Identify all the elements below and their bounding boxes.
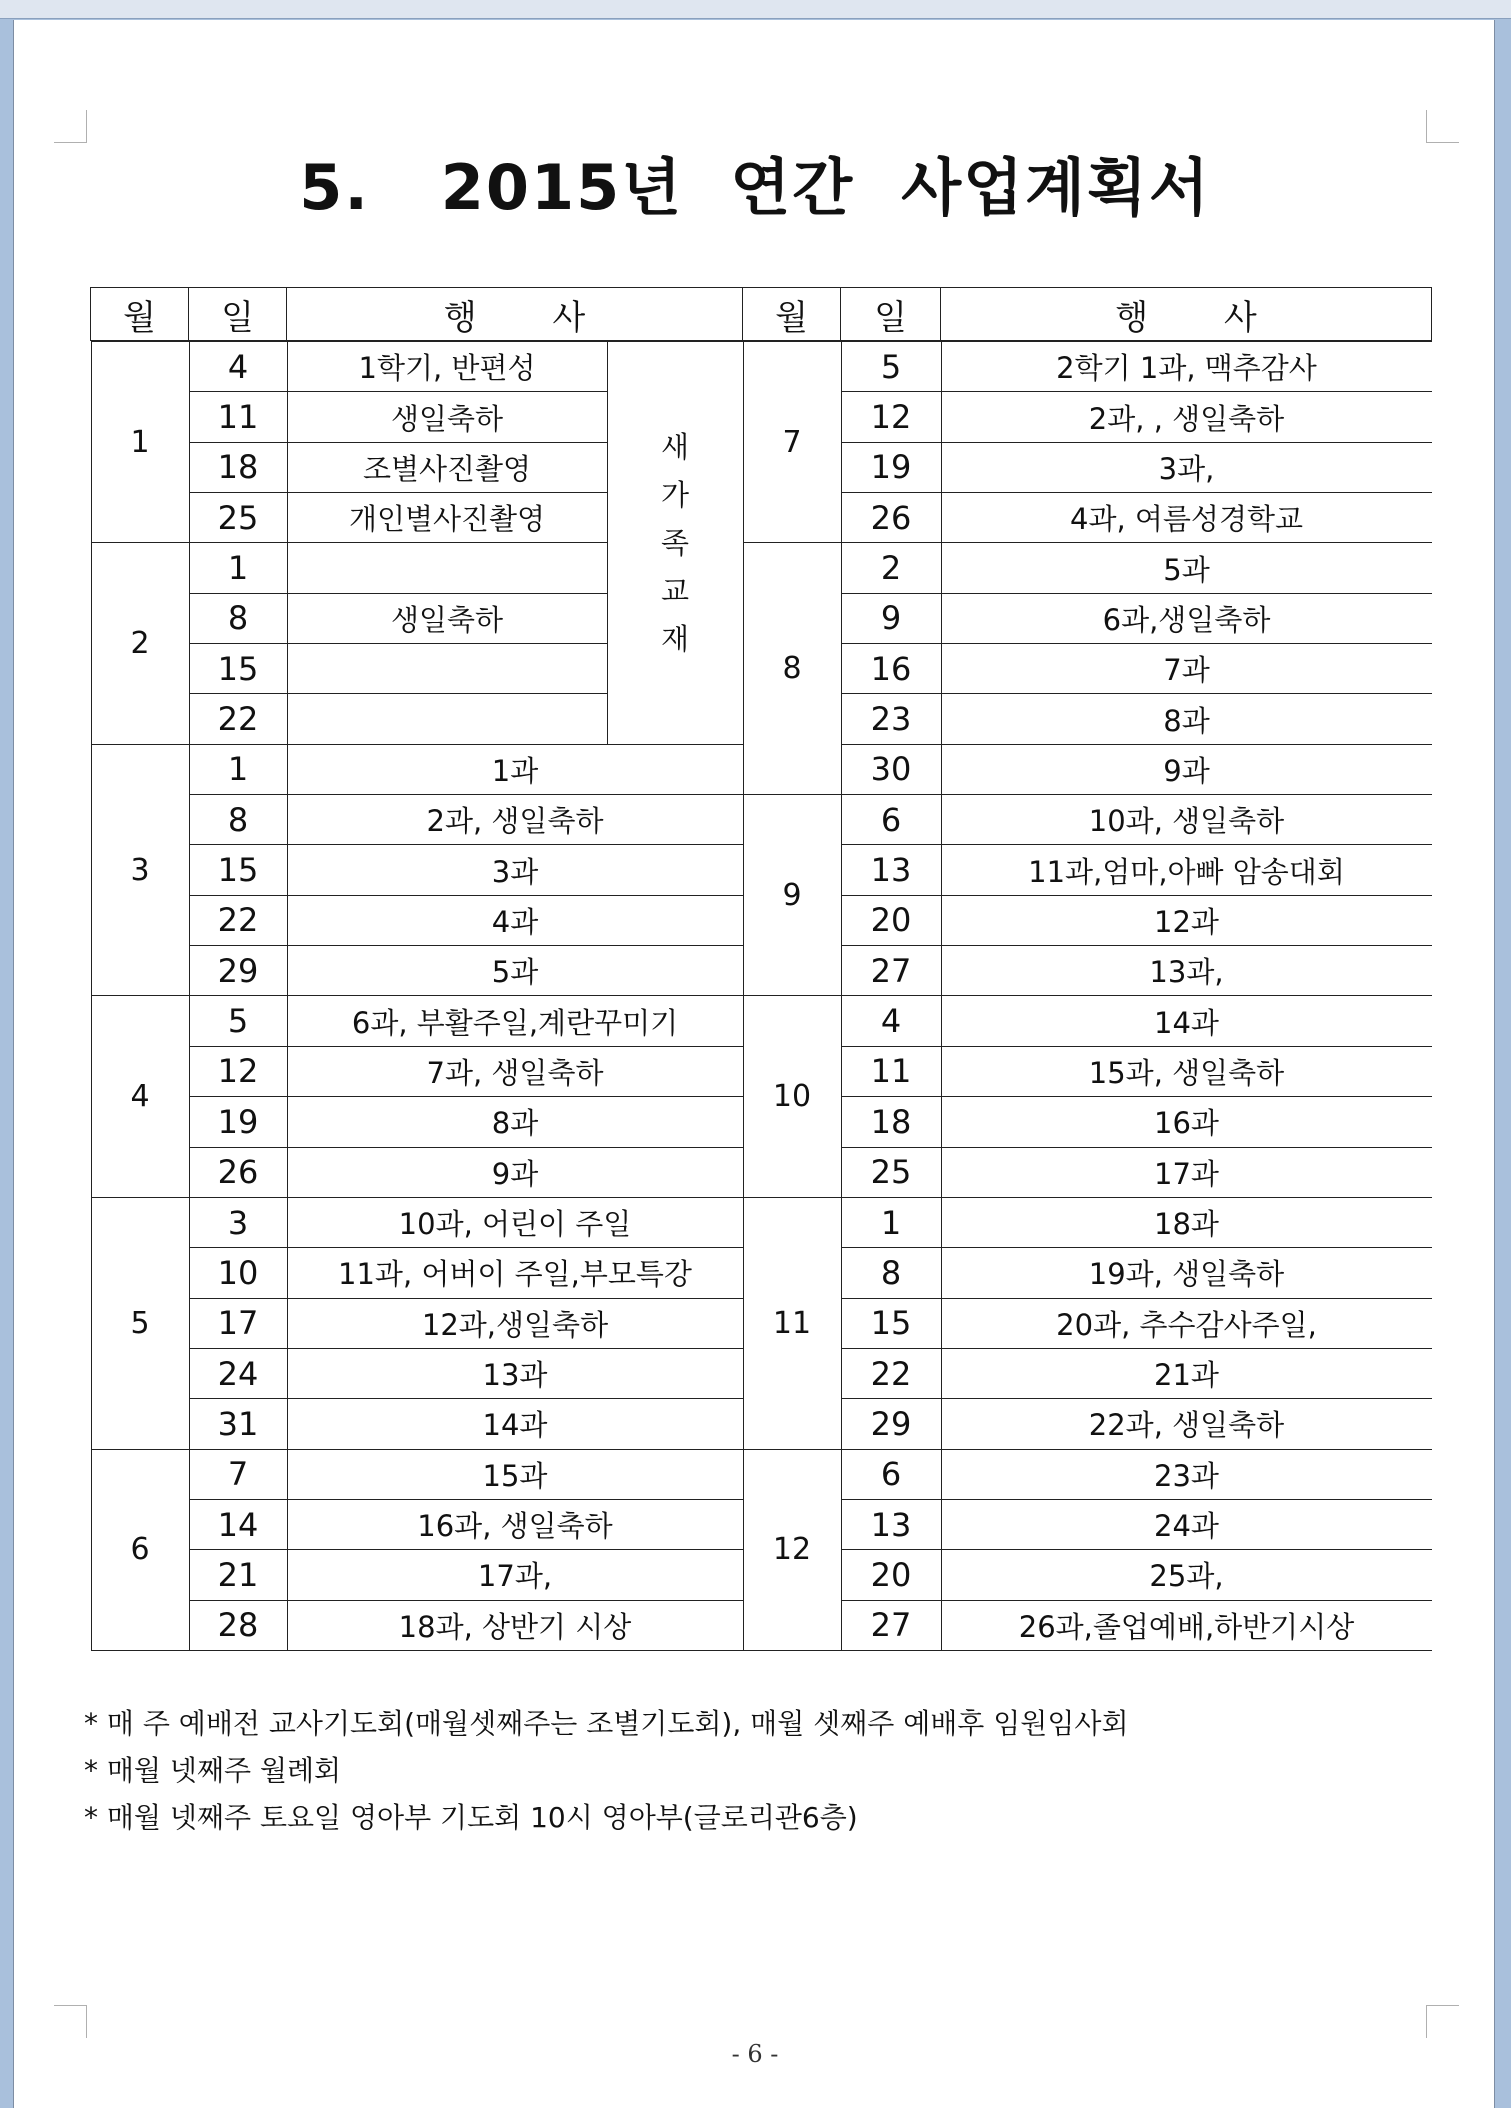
table-row [743, 1600, 1432, 1650]
day-cell: 24 [189, 1348, 287, 1398]
event-cell: 13과 [287, 1348, 743, 1398]
side-label-char: 족 [660, 525, 689, 560]
event-cell: 14과 [941, 996, 1432, 1046]
table-row [743, 1097, 1432, 1147]
table-row [743, 946, 1432, 996]
event-cell: 2과, 생일축하 [287, 795, 743, 845]
event-cell: 17과, [287, 1550, 743, 1600]
day-cell: 26 [189, 1147, 287, 1197]
event-cell: 22과, 생일축하 [941, 1399, 1432, 1449]
event-cell: 23과 [941, 1449, 1432, 1499]
month-cell: 11 [743, 1197, 841, 1449]
note-line: * 매월 넷째주 월례회 [84, 1754, 342, 1787]
table-row [743, 543, 1432, 593]
table-row [91, 1298, 743, 1348]
crop-mark-bottom-left [54, 2005, 87, 2038]
event-cell: 25과, [941, 1550, 1432, 1600]
event-cell: 2학기 1과, 맥추감사 [941, 342, 1432, 392]
day-cell: 26 [841, 493, 941, 543]
annual-plan-table [90, 287, 1432, 1651]
day-cell: 15 [189, 644, 287, 694]
event-cell: 생일축하 [287, 392, 607, 442]
day-cell: 21 [189, 1550, 287, 1600]
day-cell: 22 [189, 895, 287, 945]
window-top-bar [0, 0, 1511, 19]
event-cell: 13과, [941, 946, 1432, 996]
day-cell: 25 [189, 493, 287, 543]
header-month-left: 월 [91, 288, 189, 341]
day-cell: 1 [189, 744, 287, 794]
day-cell: 27 [841, 946, 941, 996]
event-cell: 18과, 상반기 시상 [287, 1600, 743, 1650]
event-cell: 17과 [941, 1147, 1432, 1197]
month-cell: 4 [91, 996, 189, 1197]
event-cell: 4과, 여름성경학교 [941, 493, 1432, 543]
day-cell: 13 [841, 1499, 941, 1549]
event-cell [287, 644, 607, 694]
table-row [743, 1348, 1432, 1398]
event-cell: 24과 [941, 1499, 1432, 1549]
month-cell: 10 [743, 996, 841, 1197]
table-row [91, 895, 743, 945]
table-row [743, 744, 1432, 794]
day-cell: 15 [189, 845, 287, 895]
table-row [91, 1097, 743, 1147]
table-row [743, 1248, 1432, 1298]
day-cell: 22 [841, 1348, 941, 1398]
side-label-char: 재 [660, 621, 689, 656]
day-cell: 29 [189, 946, 287, 996]
month-cell: 12 [743, 1449, 841, 1650]
table-row [91, 342, 743, 392]
day-cell: 8 [189, 593, 287, 643]
right-half [743, 341, 1432, 1651]
event-cell: 14과 [287, 1399, 743, 1449]
event-cell: 조별사진촬영 [287, 442, 607, 492]
table-row [743, 1499, 1432, 1549]
event-cell: 20과, 추수감사주일, [941, 1298, 1432, 1348]
table-row [743, 1147, 1432, 1197]
event-cell: 15과 [287, 1449, 743, 1499]
month-cell: 5 [91, 1197, 189, 1449]
month-cell: 2 [91, 543, 189, 744]
event-cell: 9과 [941, 744, 1432, 794]
table-row [743, 1046, 1432, 1096]
table-row [743, 845, 1432, 895]
day-cell: 4 [841, 996, 941, 1046]
day-cell: 11 [189, 392, 287, 442]
day-cell: 16 [841, 644, 941, 694]
event-cell: 18과 [941, 1197, 1432, 1247]
event-cell: 5과 [941, 543, 1432, 593]
table-row [91, 1399, 743, 1449]
day-cell: 7 [189, 1449, 287, 1499]
header-day-right: 일 [841, 288, 941, 341]
table-row [743, 442, 1432, 492]
event-cell: 7과 [941, 644, 1432, 694]
day-cell: 5 [841, 342, 941, 392]
event-cell: 3과, [941, 442, 1432, 492]
event-cell: 1학기, 반편성 [287, 342, 607, 392]
event-cell: 19과, 생일축하 [941, 1248, 1432, 1298]
day-cell: 12 [841, 392, 941, 442]
event-cell: 개인별사진촬영 [287, 493, 607, 543]
note-line: * 매월 넷째주 토요일 영아부 기도회 10시 영아부(글로리관6층) [84, 1801, 858, 1834]
side-label-char: 교 [660, 573, 689, 608]
table-row [743, 593, 1432, 643]
day-cell: 8 [189, 795, 287, 845]
event-cell: 3과 [287, 845, 743, 895]
header-event-left: 행 사 [287, 288, 743, 341]
event-cell: 7과, 생일축하 [287, 1046, 743, 1096]
table-row [91, 1600, 743, 1650]
day-cell: 28 [189, 1600, 287, 1650]
header-day-left: 일 [189, 288, 287, 341]
event-cell: 8과 [941, 694, 1432, 744]
day-cell: 19 [189, 1097, 287, 1147]
event-cell: 15과, 생일축하 [941, 1046, 1432, 1096]
event-cell: 11과,엄마,아빠 암송대회 [941, 845, 1432, 895]
day-cell: 3 [189, 1197, 287, 1247]
event-cell: 2과, , 생일축하 [941, 392, 1432, 442]
event-cell: 6과, 부활주일,계란꾸미기 [287, 996, 743, 1046]
side-label-char: 가 [660, 477, 689, 512]
month-cell: 8 [743, 543, 841, 795]
event-cell: 10과, 생일축하 [941, 795, 1432, 845]
left-half [91, 341, 743, 1651]
table-row [743, 1298, 1432, 1348]
table-row [91, 1147, 743, 1197]
table-row [91, 845, 743, 895]
notes [84, 1700, 1424, 1841]
month-cell: 6 [91, 1449, 189, 1650]
day-cell: 29 [841, 1399, 941, 1449]
crop-mark-bottom-right [1426, 2005, 1459, 2038]
day-cell: 1 [841, 1197, 941, 1247]
day-cell: 18 [189, 442, 287, 492]
table-row [743, 1449, 1432, 1499]
day-cell: 6 [841, 795, 941, 845]
table-row [91, 1449, 743, 1499]
document-page [13, 20, 1495, 2108]
table-row [743, 895, 1432, 945]
day-cell: 1 [189, 543, 287, 593]
day-cell: 9 [841, 593, 941, 643]
table-row [743, 996, 1432, 1046]
day-cell: 2 [841, 543, 941, 593]
event-cell: 12과,생일축하 [287, 1298, 743, 1348]
side-label-new-family-curriculum [607, 342, 743, 745]
event-cell: 21과 [941, 1348, 1432, 1398]
table-row [743, 392, 1432, 442]
table-row [91, 1248, 743, 1298]
day-cell: 20 [841, 895, 941, 945]
event-cell: 16과 [941, 1097, 1432, 1147]
note-line: * 매 주 예배전 교사기도회(매월셋째주는 조별기도회), 매월 셋째주 예배후 임원임사회 [84, 1707, 1129, 1740]
day-cell: 5 [189, 996, 287, 1046]
event-cell: 10과, 어린이 주일 [287, 1197, 743, 1247]
day-cell: 20 [841, 1550, 941, 1600]
day-cell: 6 [841, 1449, 941, 1499]
page-title: 5. 2015년 연간 사업계획서 [299, 151, 1211, 224]
day-cell: 22 [189, 694, 287, 744]
day-cell: 4 [189, 342, 287, 392]
event-cell [287, 543, 607, 593]
day-cell: 15 [841, 1298, 941, 1348]
table-row [743, 694, 1432, 744]
event-cell: 16과, 생일축하 [287, 1499, 743, 1549]
day-cell: 31 [189, 1399, 287, 1449]
month-cell: 1 [91, 342, 189, 543]
event-cell: 11과, 어버이 주일,부모특강 [287, 1248, 743, 1298]
day-cell: 19 [841, 442, 941, 492]
page-number: - 6 - [731, 2040, 779, 2068]
table-row [91, 1348, 743, 1398]
event-cell: 5과 [287, 946, 743, 996]
table-row [91, 1550, 743, 1600]
day-cell: 18 [841, 1097, 941, 1147]
day-cell: 17 [189, 1298, 287, 1348]
day-cell: 11 [841, 1046, 941, 1096]
table-row [743, 1197, 1432, 1247]
day-cell: 30 [841, 744, 941, 794]
table-row [91, 1499, 743, 1549]
month-cell: 7 [743, 342, 841, 543]
month-cell: 3 [91, 744, 189, 996]
side-label-char: 새 [660, 429, 689, 464]
table-row [743, 1399, 1432, 1449]
event-cell: 26과,졸업예배,하반기시상 [941, 1600, 1432, 1650]
table-row [743, 644, 1432, 694]
event-cell: 6과,생일축하 [941, 593, 1432, 643]
month-cell: 9 [743, 795, 841, 996]
day-cell: 27 [841, 1600, 941, 1650]
table-row [91, 1046, 743, 1096]
day-cell: 14 [189, 1499, 287, 1549]
day-cell: 13 [841, 845, 941, 895]
day-cell: 23 [841, 694, 941, 744]
table-row [91, 744, 743, 794]
table-row [743, 1550, 1432, 1600]
event-cell: 8과 [287, 1097, 743, 1147]
event-cell: 생일축하 [287, 593, 607, 643]
table-row [743, 795, 1432, 845]
day-cell: 10 [189, 1248, 287, 1298]
event-cell: 12과 [941, 895, 1432, 945]
day-cell: 25 [841, 1147, 941, 1197]
event-cell [287, 694, 607, 744]
table-row [91, 795, 743, 845]
header-event-right: 행 사 [941, 288, 1432, 341]
event-cell: 1과 [287, 744, 743, 794]
table-row [743, 342, 1432, 392]
event-cell: 9과 [287, 1147, 743, 1197]
table-row [91, 1197, 743, 1247]
day-cell: 8 [841, 1248, 941, 1298]
event-cell: 4과 [287, 895, 743, 945]
header-month-right: 월 [743, 288, 841, 341]
day-cell: 12 [189, 1046, 287, 1096]
table-row [91, 996, 743, 1046]
table-row [91, 946, 743, 996]
table-row [743, 493, 1432, 543]
